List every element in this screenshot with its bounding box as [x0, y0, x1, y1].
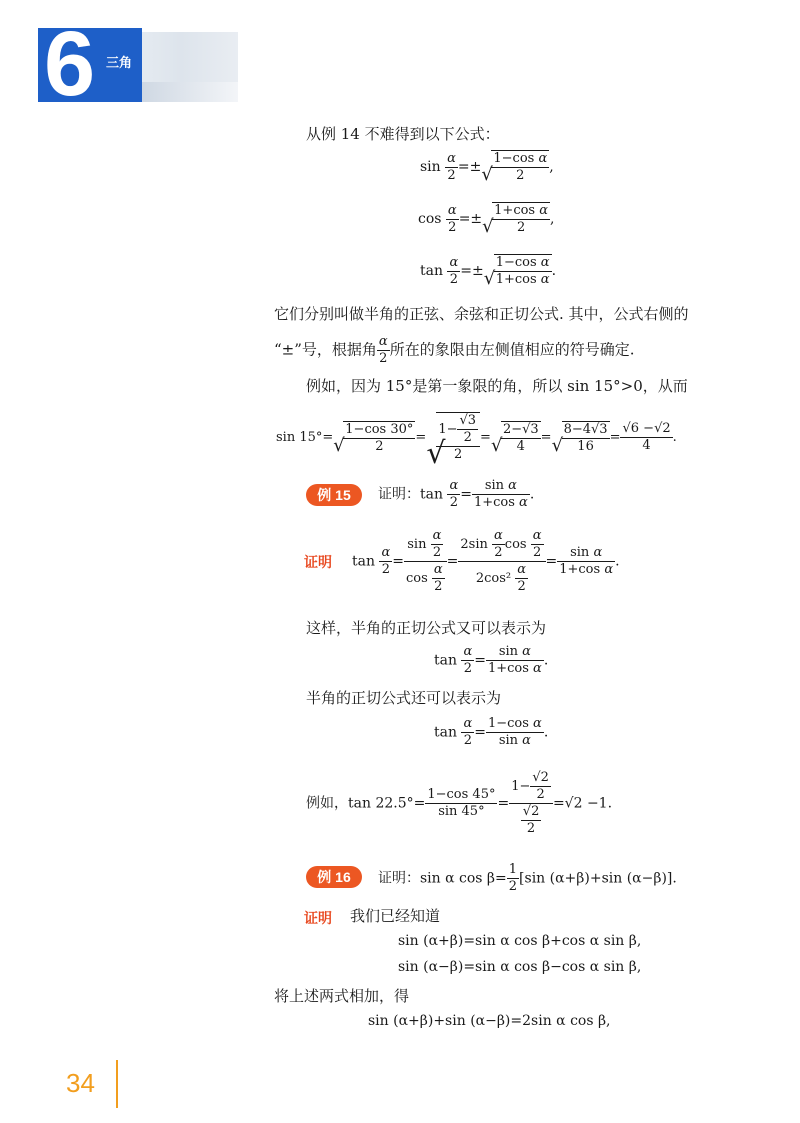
formula-sin-add: sin (α+β)=sin α cos β+cos α sin β,	[398, 933, 642, 949]
sign-text-b: 所在的象限由左侧值相应的符号确定.	[389, 340, 635, 359]
example-tan22: 例如，tan 22.5°= $\frac{1-\cos 45^\circ}{\sin 45^\circ}$ = 1− $\frac{√2}{2}$ $\frac{√2}{2}$ =√2 −1.	[306, 770, 613, 836]
header-shadow	[142, 82, 238, 102]
chapter-title: 三角	[106, 55, 133, 70]
intro-text: 从例 14 不难得到以下公式：	[306, 125, 500, 143]
page-number-bar	[116, 1060, 118, 1108]
formula-sum: sin (α+β)+sin (α−β)=2sin α cos β,	[368, 1013, 611, 1029]
proof-label-16: 证明	[304, 910, 332, 926]
formula-tan-alt1: tan $\frac{\alpha}{2}$ = $\frac{\text{sin α}}{\text{1+cos α}}$ .	[434, 644, 549, 676]
ex16-rest: [sin (α+β)+sin (α−β)].	[519, 870, 677, 887]
proof-16-text: 我们已经知道	[350, 907, 441, 925]
tan22-label: 例如，tan 22.5°=	[306, 795, 426, 812]
paragraph-sign: “±”号，根据角 $\frac{\alpha}{2}$ 所在的象限由左侧值相应的符号确定.	[274, 334, 635, 366]
example-15-tag: 例 15	[306, 484, 362, 506]
ex16-label: 证明：sin α cos β=	[378, 870, 507, 887]
paragraph-tan-alt: 这样，半角的正切公式又可以表示为	[306, 619, 547, 637]
paragraph-names: 它们分别叫做半角的正弦、余弦和正切公式. 其中，公式右侧的	[274, 305, 689, 323]
chapter-number: 6	[44, 13, 94, 115]
ex15-label: 证明：tan	[378, 486, 443, 503]
proof-label-15: 证明	[304, 554, 332, 570]
example-16-tag: 例 16	[306, 866, 362, 888]
formula-tan-half: tan $\frac{\alpha}{2}$ =± √ $\frac{\text{1−cos α}}{\text{1+cos α}}$ .	[420, 254, 557, 289]
formula-sin-sub: sin (α−β)=sin α cos β−cos α sin β,	[398, 959, 642, 975]
formula-cos-half: cos $\frac{\alpha}{2}$ =± √ $\frac{\text{1+cos α}}{2}$ ,	[418, 202, 555, 237]
example-16-statement: 证明：sin α cos β= $\frac{1}{2}$ [sin (α+β)+sin (α−β)].	[378, 862, 677, 894]
formula-sin15: sin 15°= √ $\frac{1-\cos 30^\circ}{2}$ = √ 1− $\frac{√3}{2}$ 2 = √ $\frac{2-√3}{4}$ = √ $\frac{8-4√3}{16}$ = $\frac{√6 -√2}{4}$ .	[276, 413, 677, 471]
formula-sin-half: sin $\frac{\alpha}{2}$ =± √ $\frac{\text{1−cos α}}{2}$ ,	[420, 150, 554, 185]
paragraph-tan-alt2: 半角的正切公式还可以表示为	[306, 689, 502, 707]
paragraph-add: 将上述两式相加，得	[274, 987, 410, 1005]
page-number: 34	[66, 1068, 95, 1098]
chapter-header	[38, 13, 238, 115]
proof-15-formula: tan $\frac{\alpha}{2}$ = sin $\frac{\alpha}{2}$ cos $\frac{\alpha}{2}$ = 2sin $\frac{\alpha}{2}$ cos $\frac{\alpha}{2}$ 2cos² $\frac{\alpha}{2}$ = $\frac{\text{sin α}}{\text{1+cos α}}$ .	[352, 528, 620, 594]
example-intro: 例如，因为 15°是第一象限的角，所以 sin 15°>0，从而	[306, 377, 688, 395]
formula-tan-alt2: tan $\frac{\alpha}{2}$ = $\frac{\text{1−cos α}}{\text{sin α}}$ .	[434, 716, 549, 748]
example-15-statement: 证明：tan $\frac{\alpha}{2}$ = $\frac{\text{sin α}}{\text{1+cos α}}$ .	[378, 478, 535, 510]
sign-text-a: “±”号，根据角	[274, 340, 377, 359]
